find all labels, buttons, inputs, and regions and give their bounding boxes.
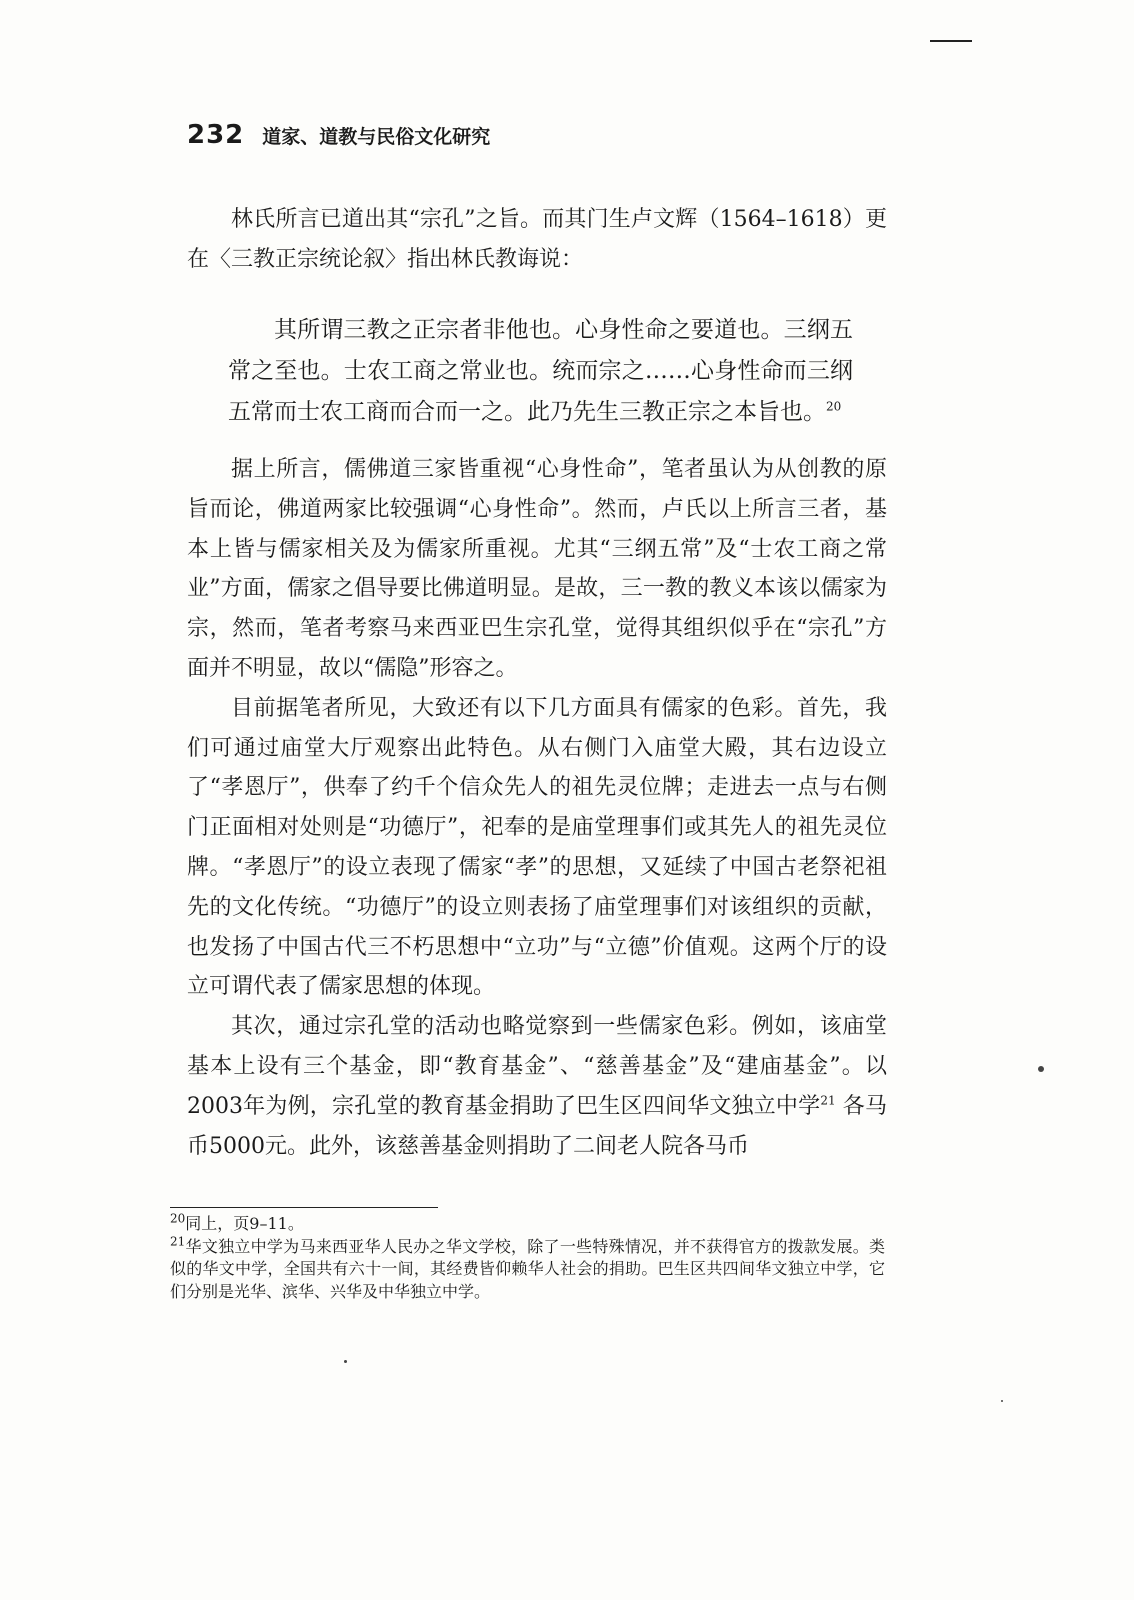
scan-speck bbox=[344, 1360, 347, 1363]
footnotes bbox=[170, 1213, 885, 1303]
footnote-21 bbox=[170, 1236, 885, 1304]
paragraph-text: 其次，通过宗孔堂的活动也略觉察到一些儒家色彩。例如，该庙堂基本上设有三个基金，即“教育基金”、“慈善基金”及“建庙基金”。以2003年为例，宗孔堂的教育基金捐助了巴生区四间华文独立中学 bbox=[187, 1014, 887, 1119]
intro-block bbox=[187, 200, 887, 280]
footnote-number: 21 bbox=[170, 1234, 186, 1249]
footnote-text: 华文独立中学为马来西亚华人民办之华文学校，除了一些特殊情况，并不获得官方的拨款发展。类似的华文中学，全国共有六十一间，其经费皆仰赖华人社会的捐助。巴生区共四间华文独立中学，它们分别是光华、滨华、兴华及中华独立中学。 bbox=[170, 1236, 885, 1301]
footnote-rule bbox=[170, 1207, 438, 1208]
footnote-number: 20 bbox=[170, 1211, 186, 1226]
scan-speck bbox=[1038, 1066, 1044, 1072]
intro-paragraph: 林氏所言已道出其“宗孔”之旨。而其门生卢文辉（1564–1618）更在〈三教正宗统论叙〉指出林氏教诲说： bbox=[187, 207, 887, 272]
paragraph-text: 各马币5000元。此外，该慈善基金则捐助了二间老人院各马币 bbox=[187, 1093, 887, 1159]
paragraph: 目前据笔者所见，大致还有以下几方面具有儒家的色彩。首先，我们可通过庙堂大厅观察出此特色。从右侧门入庙堂大殿，其右边设立了“孝恩厅”，供奉了约千个信众先人的祖先灵位牌；走进去一点与右侧门正面相对处则是“功德厅”，祀奉的是庙堂理事们或其先人的祖先灵位牌。“孝恩厅”的设立表现了儒家“孝”的思想，又延续了中国古老祭祀祖先的文化传统。“功德厅”的设立则表扬了庙堂理事们对该组织的贡献，也发扬了中国古代三不朽思想中“立功”与“立德”价值观。这两个厅的设立可谓代表了儒家思想的体现。 bbox=[187, 695, 887, 1000]
footnote-ref-21[interactable]: 21 bbox=[820, 1093, 836, 1108]
running-title: 道家、道教与民俗文化研究 bbox=[262, 126, 491, 148]
page-header bbox=[187, 120, 490, 150]
paragraph bbox=[187, 1007, 887, 1166]
main-text bbox=[187, 450, 887, 1166]
page-number: 232 bbox=[187, 120, 245, 150]
scan-corner-mark bbox=[930, 40, 972, 42]
scan-speck bbox=[1001, 1400, 1003, 1402]
block-quote bbox=[228, 310, 853, 433]
footnote-20 bbox=[170, 1213, 885, 1236]
footnote-text: 同上，页9–11。 bbox=[185, 1214, 304, 1233]
block-quote-text: 其所谓三教之正宗者非他也。心身性命之要道也。三纲五常之至也。士农工商之常业也。统而宗之……心身性命而三纲五常而士农工商而合而一之。此乃先生三教正宗之本旨也。 bbox=[228, 317, 853, 425]
footnote-ref-20[interactable]: 20 bbox=[826, 399, 842, 414]
paragraph: 据上所言，儒佛道三家皆重视“心身性命”，笔者虽认为从创教的原旨而论，佛道两家比较强调“心身性命”。然而，卢氏以上所言三者，基本上皆与儒家相关及为儒家所重视。尤其“三纲五常”及“士农工商之常业”方面，儒家之倡导要比佛道明显。是故，三一教的教义本该以儒家为宗，然而，笔者考察马来西亚巴生宗孔堂，觉得其组织似乎在“宗孔”方面并不明显，故以“儒隐”形容之。 bbox=[187, 457, 887, 681]
